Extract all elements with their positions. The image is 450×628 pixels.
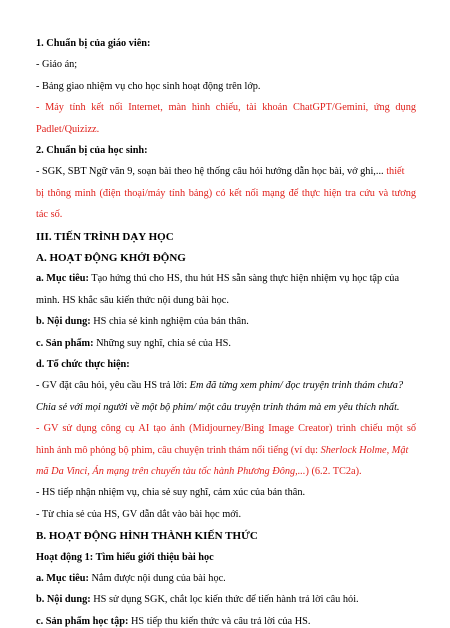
paragraph-line-red: tác số.: [36, 209, 63, 221]
section-title-student-prep: 2. Chuẩn bị của học sinh:: [36, 145, 148, 156]
text-run: Tạo hứng thú cho HS, thu hút HS sẵn sàng thực hiện nhiệm vụ học tập của: [88, 273, 400, 285]
paragraph-line: [36, 338, 416, 350]
label: b. Nội dung:: [36, 316, 91, 328]
paragraph-line: - HS tiếp nhận nhiệm vụ, chia sẻ suy nghĩ, cảm xúc của bản thân.: [36, 487, 306, 499]
label: a. Mục tiêu:: [36, 273, 89, 285]
paragraph-line: - Từ chia sẻ của HS, GV dẫn dắt vào bài học mới.: [36, 508, 242, 520]
text-run: hình ảnh mô phỏng bộ phim, câu chuyện trinh thám nổi tiếng (ví dụ:: [36, 444, 321, 456]
paragraph-line-red: bị thông minh (điện thoại/máy tính bảng) có kết nối mạng để thực hiện tra cứu và tương: [36, 187, 416, 199]
paragraph-line: [36, 616, 416, 628]
list-item: - Giáo án;: [36, 59, 78, 71]
label: a. Mục tiêu:: [36, 573, 89, 584]
list-item-red: - Máy tính kết nối Internet, màn hình chiếu, tài khoản ChatGPT/Gemini, ứng dụng: [36, 102, 416, 114]
text-run: ) (6.2. TC2a).: [305, 466, 362, 477]
paragraph-line-red: [36, 445, 416, 457]
paragraph-line: [36, 380, 416, 392]
paragraph-line: [36, 594, 416, 606]
paragraph-line-red: [36, 466, 416, 478]
heading-activity-b: B. HOẠT ĐỘNG HÌNH THÀNH KIẾN THỨC: [36, 530, 258, 543]
text-run-italic: Em đã từng xem phim/ đọc truyện trinh thám chưa?: [189, 380, 404, 392]
text-run-italic: Sherlock Holme, Mật: [320, 444, 409, 456]
text-run: - GV đặt câu hỏi, yêu cầu HS trả lời:: [36, 380, 190, 392]
text-run-red: thiết: [386, 166, 405, 178]
text-run: Những suy nghĩ, chia sẻ của HS.: [93, 337, 231, 349]
subheading-activity-1: Hoạt động 1: Tìm hiểu giới thiệu bài học: [36, 551, 214, 563]
text-run: HS chia sẻ kinh nghiệm của bản thân.: [90, 316, 249, 328]
paragraph-line: [36, 316, 416, 328]
heading-activity-a: A. HOẠT ĐỘNG KHỞI ĐỘNG: [36, 252, 186, 264]
text-run: HS sử dụng SGK, chắt lọc kiến thức để tiến hành trả lời câu hỏi.: [90, 594, 359, 606]
heading-process: III. TIẾN TRÌNH DẠY HỌC: [36, 230, 174, 243]
section-title-teacher-prep: 1. Chuẩn bị của giáo viên:: [36, 38, 151, 49]
text-run: - SGK, SBT Ngữ văn 9, soạn bài theo hệ thống câu hỏi hướng dẫn học bài, vở ghi,...: [36, 166, 387, 178]
paragraph-line: [36, 166, 416, 178]
label: d. Tổ chức thực hiện:: [36, 359, 130, 370]
label: c. Sản phẩm học tập:: [36, 615, 129, 627]
list-item: - Bảng giao nhiệm vụ cho học sinh hoạt động trên lớp.: [36, 80, 261, 92]
paragraph-line-italic: Chia sẻ với mọi người về một bộ phim/ một câu truyện trinh thám mà em yêu thích nhất.: [36, 401, 400, 413]
label: c. Sản phẩm:: [36, 337, 94, 349]
text-run: Nắm được nội dung của bài học.: [88, 573, 226, 584]
paragraph-line: [36, 573, 416, 585]
paragraph-line: mình. HS khắc sâu kiến thức nội dung bài học.: [36, 294, 229, 306]
paragraph-line: [36, 273, 416, 285]
list-item-red-cont: Padlet/Quizizz.: [36, 123, 100, 135]
label: b. Nội dung:: [36, 594, 91, 606]
text-run: HS tiếp thu kiến thức và câu trả lời của HS.: [128, 615, 311, 627]
paragraph-line-red: - GV sử dụng công cụ AI tạo ảnh (Midjourney/Bing Image Creator) trình chiếu một số: [36, 423, 416, 435]
text-run-italic: mã Da Vinci, Án mạng trên chuyến tàu tốc hành Phương Đông,...: [36, 466, 306, 477]
